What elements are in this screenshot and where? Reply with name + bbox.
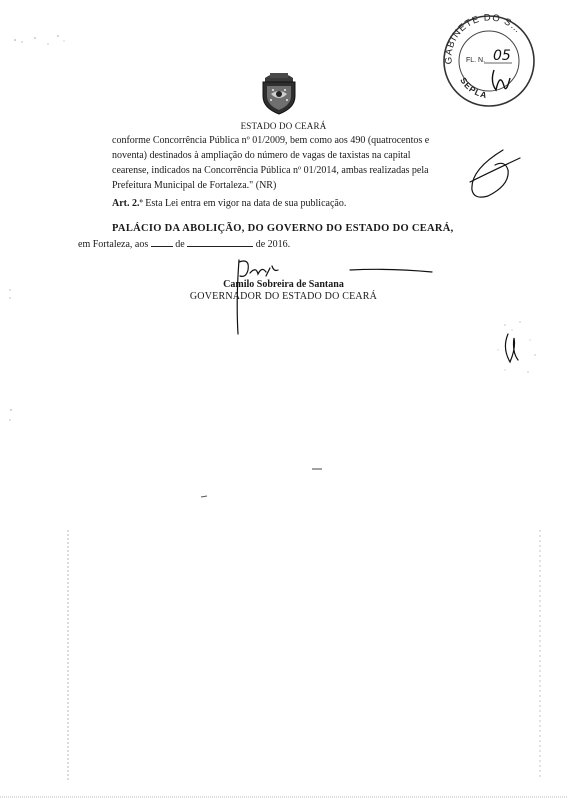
stamp-bottom-text: SEPLA — [458, 75, 489, 101]
palace-closing: PALÁCIO DA ABOLIÇÃO, DO GOVERNO DO ESTADO DO CEARÁ, — [112, 223, 454, 234]
date-line — [78, 237, 290, 250]
governor-name: Camilo Sobreira de Santana — [223, 279, 344, 290]
stamp-seal-graphic — [440, 12, 538, 110]
date-prefix: em Fortaleza, aos — [78, 239, 149, 250]
date-suffix: de 2016. — [255, 239, 291, 250]
paragraph-line: conforme Concorrência Pública nº 01/2009, bem como aos 490 (quatrocentos e — [112, 135, 430, 146]
paragraph-line: Prefeitura Municipal de Fortaleza." (NR) — [112, 180, 277, 191]
date-middle: de — [175, 239, 185, 250]
stamp-fl-number: 05 — [493, 48, 511, 64]
law-text-paragraph — [112, 133, 502, 193]
paragraph-line: cearense, indicados na Concorrência Pública nº 01/2014, ambas realizadas pela — [112, 165, 429, 176]
state-header: ESTADO DO CEARÁ — [240, 121, 327, 131]
month-blank — [187, 237, 253, 247]
state-coat-of-arms — [257, 64, 301, 116]
paragraph-line: noventa) destinados à ampliação do número de vagas de taxistas na capital — [112, 150, 411, 161]
governor-title: GOVERNADOR DO ESTADO DO CEARÁ — [189, 291, 378, 302]
protocol-stamp — [440, 12, 538, 110]
article-2 — [112, 198, 346, 209]
stamp-fl-label: FL. N. — [466, 57, 486, 64]
day-blank — [151, 237, 173, 247]
article-2-label: Art. 2.º — [112, 198, 143, 209]
article-2-text: Esta Lei entra em vigor na data de sua publicação. — [145, 198, 347, 209]
stamp-arc-text: GABINETE DO S… — [443, 12, 524, 65]
